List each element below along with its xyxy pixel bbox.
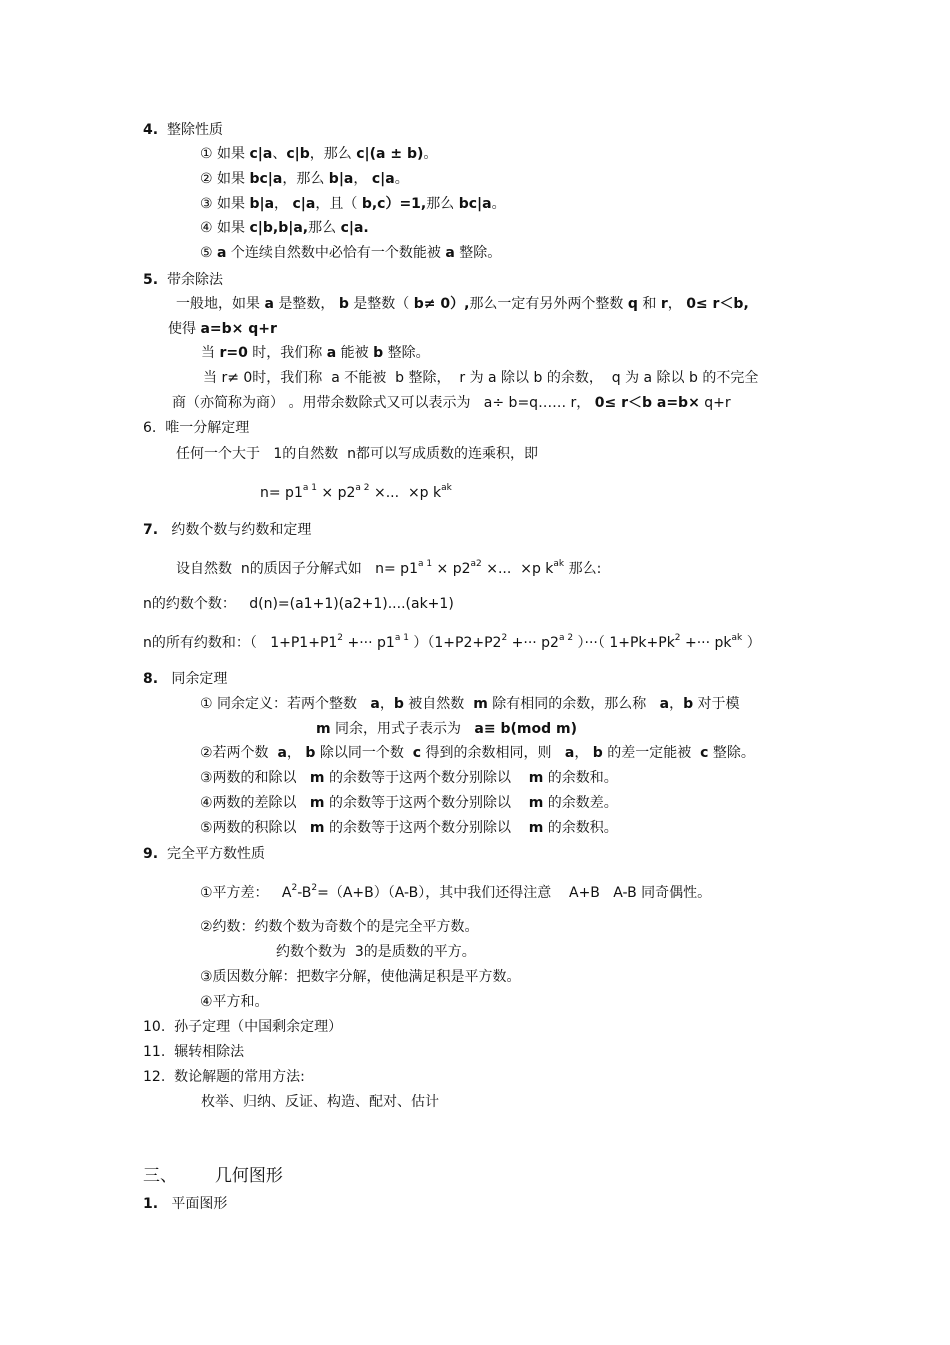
division-line-4: 当 r≠ 0时，我们称 a 不能被 b 整除， r 为 a 除以 b 的余数， q 为 a 除以 b 的不完全 [203, 370, 759, 386]
methods-list: 枚举、归纳、反证、构造、配对、估计 [201, 1094, 439, 1110]
congruence-3: ③两数的和除以 m 的余数等于这两个数分别除以 m 的余数和。 [200, 770, 618, 786]
property-4: ④ 如果 c|b,b|a,那么 c|a. [200, 220, 369, 236]
property-3: ③ 如果 b|a， c|a，且（ b,c）=1,那么 bc|a。 [200, 196, 506, 212]
division-line-1: 一般地，如果 a 是整数， b 是整数（ b≠ 0）,那么一定有另外两个整数 q 和 r， 0≤ r＜b, [176, 296, 749, 312]
factorization-formula: $n= p1^{a 1} \times p2^{a 2}$ ×... ×p $k^{ak}$ [260, 483, 452, 501]
section-7-heading: 7. 约数个数与约数和定理 [143, 522, 312, 538]
section-5-heading: 5. 带余除法 [143, 272, 223, 288]
property-1: ① 如果 c|a、c|b，那么 c|(a ± b)。 [200, 146, 438, 162]
square-divisors-cont: 约数个数为 3的是质数的平方。 [276, 944, 476, 960]
square-difference: ①平方差： $A^2-B^2=(A+B)(A-B)$，其中我们还得注意 A+B A-B 同奇偶性。 [200, 883, 712, 901]
section-4-heading: 4. 整除性质 [143, 122, 223, 138]
square-sum: ④平方和。 [200, 994, 269, 1010]
factorization-text: 任何一个大于 1的自然数 n都可以写成质数的连乘积，即 [176, 446, 539, 462]
divisor-sum: n的所有约数和：（ $1+P1+P1^2$ +··· $p1^{a 1}$ ）（$1+P2+P2^2$ +··· $p2^{a 2}$ ）···（ $1+Pk+Pk^2$ +··· $pk^{ak}$ ） [143, 633, 761, 651]
section-12-heading: 12. 数论解题的常用方法: [143, 1069, 305, 1085]
property-2: ② 如果 bc|a，那么 b|a， c|a。 [200, 171, 409, 187]
section-6-heading: 6. 唯一分解定理 [143, 420, 250, 436]
congruence-4: ④两数的差除以 m 的余数等于这两个数分别除以 m 的余数差。 [200, 795, 618, 811]
square-divisors: ②约数：约数个数为奇数个的是完全平方数。 [200, 919, 479, 935]
section-9-heading: 9. 完全平方数性质 [143, 846, 265, 862]
section-8-heading: 8. 同余定理 [143, 671, 228, 687]
part-3-item-1: 1. 平面图形 [143, 1196, 228, 1212]
division-line-3: 当 r=0 时，我们称 a 能被 b 整除。 [201, 345, 430, 361]
congruence-2: ②若两个数 a， b 除以同一个数 c 得到的余数相同，则 a， b 的差一定能被 c 整除。 [200, 745, 755, 761]
division-line-2: 使得 a=b× q+r [168, 321, 277, 337]
congruence-definition-cont: m 同余，用式子表示为 a≡ b(mod m) [316, 721, 577, 737]
square-factorization: ③质因数分解：把数字分解，使他满足积是平方数。 [200, 969, 521, 985]
section-10-heading: 10. 孙子定理（中国剩余定理） [143, 1019, 343, 1035]
congruence-5: ⑤两数的积除以 m 的余数等于这两个数分别除以 m 的余数积。 [200, 820, 618, 836]
division-line-5: 商（亦简称为商） 。用带余数除式又可以表示为 a÷ b=q…… r， 0≤ r＜b a=b× q+r [172, 395, 731, 411]
congruence-definition: ① 同余定义：若两个整数 a，b 被自然数 m 除有相同的余数，那么称 a，b 对于模 [200, 696, 740, 712]
divisor-count: n的约数个数： d(n)=(a1+1)(a2+1)....(ak+1) [143, 596, 454, 612]
property-5: ⑤ a 个连续自然数中必恰有一个数能被 a 整除。 [200, 245, 502, 261]
divisor-setup: 设自然数 n的质因子分解式如 $n= p1^{a 1} \times p2^{a2}$ ×... ×p $k^{ak}$ 那么: [176, 559, 602, 577]
section-11-heading: 11. 辗转相除法 [143, 1044, 245, 1060]
part-3-heading: 三、 几何图形 [143, 1166, 283, 1186]
